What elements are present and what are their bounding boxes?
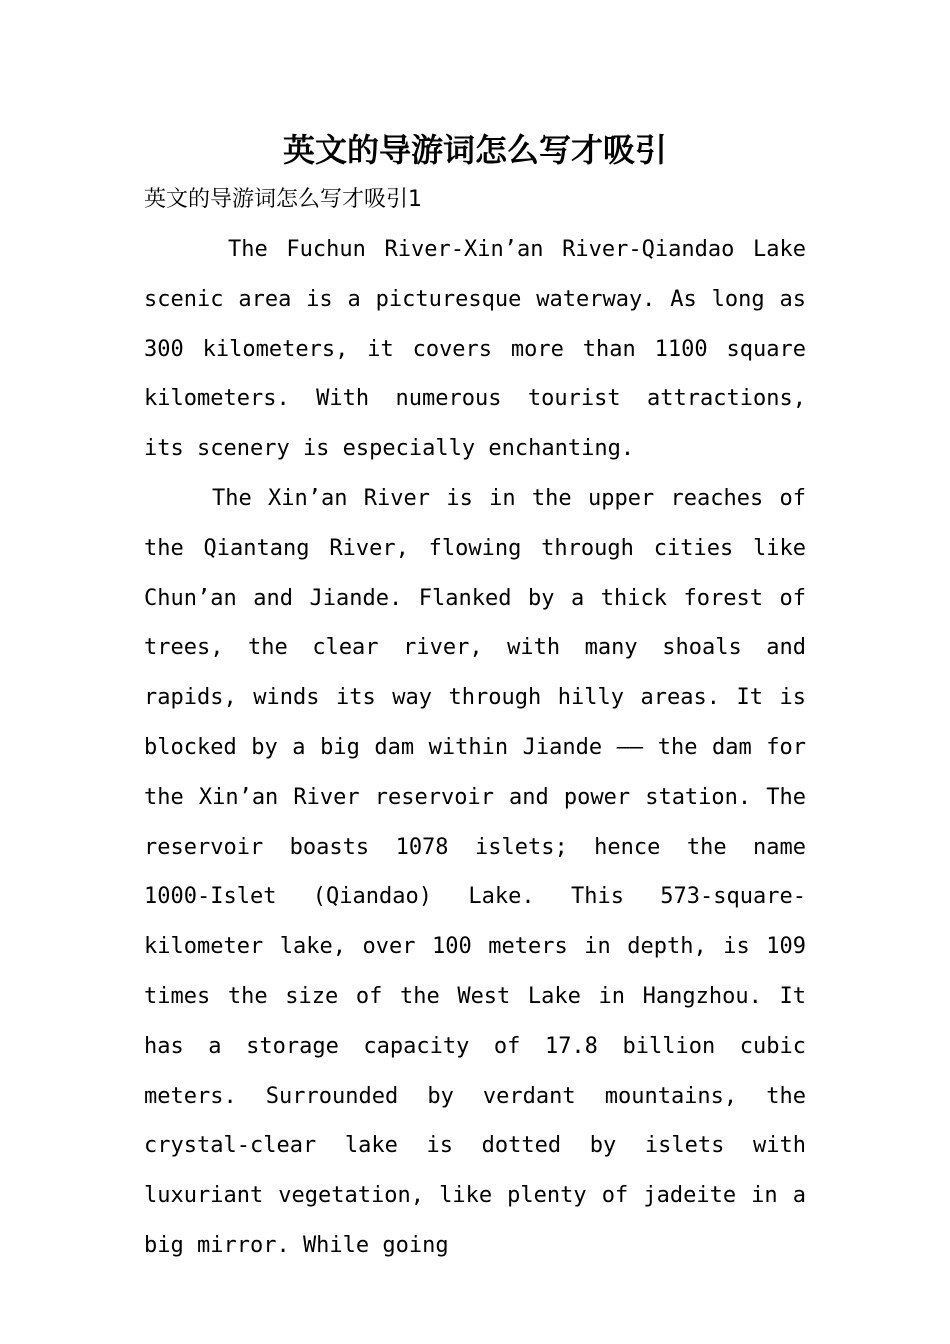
body-text: [144, 225, 806, 1271]
section-heading: 英文的导游词怎么写才吸引1: [144, 187, 422, 212]
paragraph: The Xin’an River is in the upper reaches of the Qiantang River, flowing through cities like Chun’an and Jiande. Flanked by a thick forest of trees, the clear river, with many shoals and rapids, winds its way through hilly areas. It is blocked by a big dam within Jiande —— the dam for the Xin’an River reservoir and power station. The reservoir boasts 1078 islets; hence the name 1000-Islet (Qiandao) Lake. This 573-square-kilometer lake, over 100 meters in depth, is 109 times the size of the West Lake in Hangzhou. It has a storage capacity of 17.8 billion cubic meters. Surrounded by verdant mountains, the crystal-clear lake is dotted by islets with luxuriant vegetation, like plenty of jadeite in a big mirror. While going: [144, 485, 806, 1258]
document-title: 英文的导游词怎么写才吸引: [282, 131, 667, 169]
paragraph: The Fuchun River-Xin’an River-Qiandao Lake scenic area is a picturesque waterway. As long as 300 kilometers, it covers more than 1100 square kilometers. With numerous tourist attractions, its scenery is especially enchanting.: [144, 237, 806, 462]
